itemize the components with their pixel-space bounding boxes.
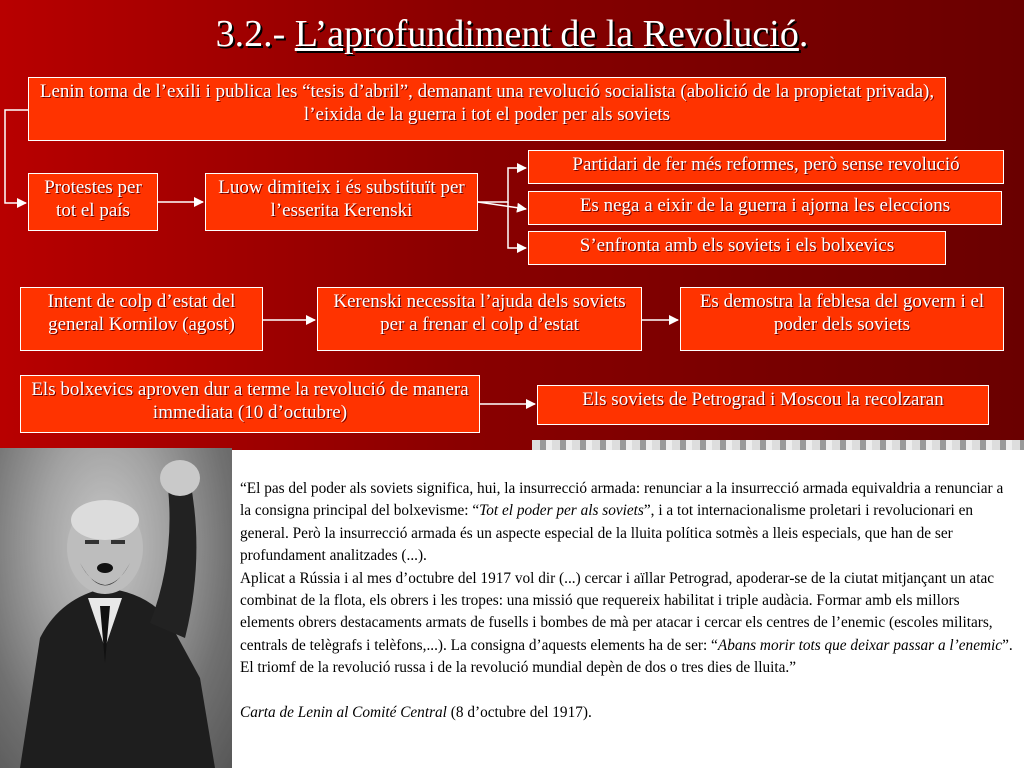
portrait-figure-icon — [0, 448, 232, 768]
box-reformes: Partidari de fer més reformes, però sense revolució — [528, 150, 1004, 184]
box-feblesa: Es demostra la feblesa del govern i el poder dels soviets — [680, 287, 1004, 351]
arrow-lenin-protestes — [5, 110, 28, 203]
arrow-luow-enfronta — [508, 202, 526, 248]
quote-p1-text-b: ”, i a tot internacionalisme proletari i revolucionari en general. Però la insurrecció armada és un aspecte especial de la lluita política sotmès a lleis especials, que han de ser profundament analitzades (...). — [240, 502, 974, 565]
page-title — [0, 12, 1024, 56]
lenin-portrait-photo — [0, 448, 232, 768]
box-protestes: Protestes per tot el país — [28, 173, 158, 231]
lenin-quote — [240, 478, 1016, 724]
quote-spacer — [240, 680, 1016, 702]
title-punct: . — [798, 13, 809, 55]
title-text: L’aprofundiment de la Revolució — [294, 13, 799, 55]
quote-source-title: Carta de Lenin al Comité Central — [240, 703, 447, 721]
box-kornilov: Intent de colp d’estat del general Kornilov (agost) — [20, 287, 263, 351]
box-lenin-returns: Lenin torna de l’exili i publica les “tesis d’abril”, demanant una revolució socialista (abolició de la propietat privada), l’eixida de la guerra i tot el poder per als soviets — [28, 77, 946, 141]
box-enfronta: S’enfronta amb els soviets i els bolxevics — [528, 231, 946, 265]
quote-p1-emphasis: Tot el poder per als soviets — [479, 502, 644, 520]
quote-p2-emphasis: Abans morir tots que deixar passar a l’enemic — [717, 636, 1003, 654]
quote-paragraph-1 — [240, 478, 1016, 568]
box-kerenski-help: Kerenski necessita l’ajuda dels soviets per a frenar el colp d’estat — [317, 287, 642, 351]
title-number: 3.2.- — [215, 13, 286, 55]
quote-paragraph-2 — [240, 568, 1016, 680]
box-bolxevics: Els bolxevics aproven dur a terme la revolució de manera immediata (10 d’octubre) — [20, 375, 480, 433]
photo-strip — [532, 440, 1024, 450]
quote-p2-text-b: ”. El triomf de la revolució russa i de la revolució mundial depèn de dos o tres dies de lluita.” — [240, 636, 1013, 677]
quote-source-date: (8 d’octubre del 1917). — [446, 703, 592, 721]
box-luow: Luow dimiteix i és substituït per l’esserita Kerenski — [205, 173, 478, 231]
box-petrograd: Els soviets de Petrograd i Moscou la recolzaran — [537, 385, 989, 425]
quote-p2-text-a: Aplicat a Rússia i al mes d’octubre del 1917 vol dir (...) cercar i aïllar Petrograd, apoderar-se de la ciutat mitjançant un atac combinat de la flota, els obrers i les tropes: una missió que requereix habilitat i triple audàcia. Formar amb els millors elements obrers destacaments armats de fusells i bombes de mà per atacar i cercar els centres de l’enemic (escoles militars, centrals de telègrafs i telèfons,...). La consigna d’aquests elements ha de ser: “ — [240, 569, 995, 654]
arrow-luow-reformes — [478, 168, 526, 202]
quote-p1-text-a: “El pas del poder als soviets significa, hui, la insurrecció armada: renunciar a la insurrecció armada equivaldria a renunciar a la consigna principal del bolxevisme: “ — [240, 480, 1004, 520]
quote-source — [240, 702, 1016, 724]
arrow-luow-guerra — [478, 202, 526, 209]
box-guerra: Es nega a eixir de la guerra i ajorna les eleccions — [528, 191, 1002, 225]
